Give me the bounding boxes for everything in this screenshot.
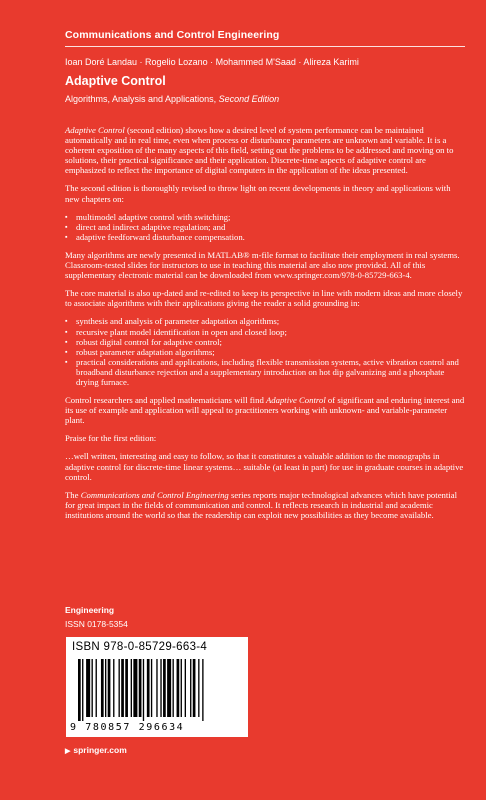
barcode-bar — [177, 659, 180, 717]
blurb — [65, 125, 467, 528]
barcode-bar — [86, 659, 90, 717]
list-item: ▪ practical considerations and applications, including flexible transmission systems, active vibration control and broadband disturbance rejection and a supplementary introduction on hot dip galvanizing and a phosphate drying furnace. — [65, 357, 467, 387]
barcode-bar — [143, 659, 144, 721]
list-item: ▪ recursive plant model identification in open and closed loop; — [65, 327, 467, 337]
barcode-bar — [173, 659, 174, 717]
book-subtitle: Algorithms, Analysis and Applications, Second Edition — [65, 94, 280, 104]
barcode-bar — [147, 659, 150, 717]
barcode-bar — [131, 659, 132, 717]
list-item: ▪ direct and indirect adaptive regulation; and — [65, 222, 467, 232]
list-item: ▪ robust parameter adaptation algorithms; — [65, 347, 467, 357]
barcode-bar — [113, 659, 114, 717]
barcode-label — [66, 637, 248, 737]
isbn-text: ISBN 978-0-85729-663-4 — [72, 641, 208, 653]
list-item: ▪ synthesis and analysis of parameter adaptation algorithms; — [65, 316, 467, 326]
praise-label: Praise for the first edition: — [65, 433, 157, 444]
barcode-bar — [96, 659, 97, 717]
issn: ISSN 0178-5354 — [65, 619, 128, 629]
subject-label: Engineering — [65, 605, 115, 615]
barcode-bar — [108, 659, 111, 717]
publisher-website: ▶ springer.com — [65, 745, 127, 755]
audience-paragraph: Control researchers and applied mathematicians will find Adaptive Control of significant and enduring interest and its use of example and application will appeal to practitioners working with unknown- and variable-parameter plant. — [65, 395, 465, 426]
barcode-bar — [139, 659, 142, 717]
grounding-list — [65, 316, 467, 387]
barcode-bar — [185, 659, 186, 717]
series-paragraph: The Communications and Control Engineering series reports major technological advances which have potential for great impact in the fields of communication and control. It reflects research in industrial and academic institutions around the world so that the readership can exploit new possibilities as they become available. — [65, 489, 457, 520]
barcode-bar — [193, 659, 196, 717]
barcode-bar — [163, 659, 166, 717]
barcode — [78, 659, 238, 721]
barcode-bar — [151, 659, 152, 717]
second-edition-paragraph: The second edition is thoroughly revised to throw light on recent developments in theory and applications with new chapters on: — [65, 183, 451, 204]
barcode-bar — [82, 659, 83, 721]
ean-number: 9 780857 296634 — [70, 722, 185, 733]
review-quote: …well written, interesting and easy to follow, so that it constitutes a valuable addition to the monographs in adaptive control for discrete-time linear systems… suitable (at least in part) for use in graduate courses in adaptive control. — [65, 451, 464, 482]
barcode-bar — [190, 659, 191, 717]
barcode-bar — [125, 659, 128, 717]
barcode-bar — [121, 659, 124, 717]
barcode-bar — [202, 659, 203, 721]
barcode-bar — [119, 659, 120, 717]
barcode-bar — [160, 659, 161, 717]
barcode-bar — [133, 659, 137, 717]
core-material-paragraph: The core material is also up-dated and re-edited to keep its perspective in line with modern ideas and more closely to associate algorithms with their applications giving the reader a solid grounding in: — [65, 288, 463, 309]
list-item: ▪ adaptive feedforward disturbance compensation. — [65, 232, 467, 242]
list-item: ▪ robust digital control for adaptive control; — [65, 337, 467, 347]
divider — [65, 46, 465, 47]
list-item: ▪ multimodel adaptive control with switching; — [65, 212, 467, 222]
arrow-icon: ▶ — [65, 748, 71, 755]
barcode-bar — [198, 659, 199, 717]
intro-paragraph: Adaptive Control (second edition) shows how a desired level of system performance can be maintained automatically and in real time, even when process or disturbance parameters are unknown and variable. It is a coherent exposition of the many aspects of this field, setting out the problems to be addressed and moving on to solutions, their practical significance and their application. Discrete-time aspects of adaptive control are emphasized to reflect the importance of digital computers in the application of the ideas presented. — [65, 125, 454, 176]
barcode-bar — [101, 659, 104, 717]
barcode-bar — [167, 659, 171, 717]
matlab-paragraph: Many algorithms are newly presented in MATLAB® m-file format to facilitate their employment in real systems. Classroom-tested slides for instructors to use in teaching this material are also now provided. All of this supplementary electronic material can be downloaded from www.springer.com/978-0-85729-663-4. — [65, 249, 460, 281]
book-title: Adaptive Control — [65, 74, 166, 88]
barcode-bar — [105, 659, 106, 717]
new-chapters-list — [65, 212, 467, 242]
barcode-bar — [92, 659, 93, 717]
barcode-bar — [181, 659, 182, 717]
barcode-bar — [78, 659, 81, 721]
series-title: Communications and Control Engineering — [65, 29, 280, 41]
authors: Ioan Doré Landau · Rogelio Lozano · Mohammed M'Saad · Alireza Karimi — [65, 57, 359, 67]
barcode-bar — [156, 659, 157, 717]
